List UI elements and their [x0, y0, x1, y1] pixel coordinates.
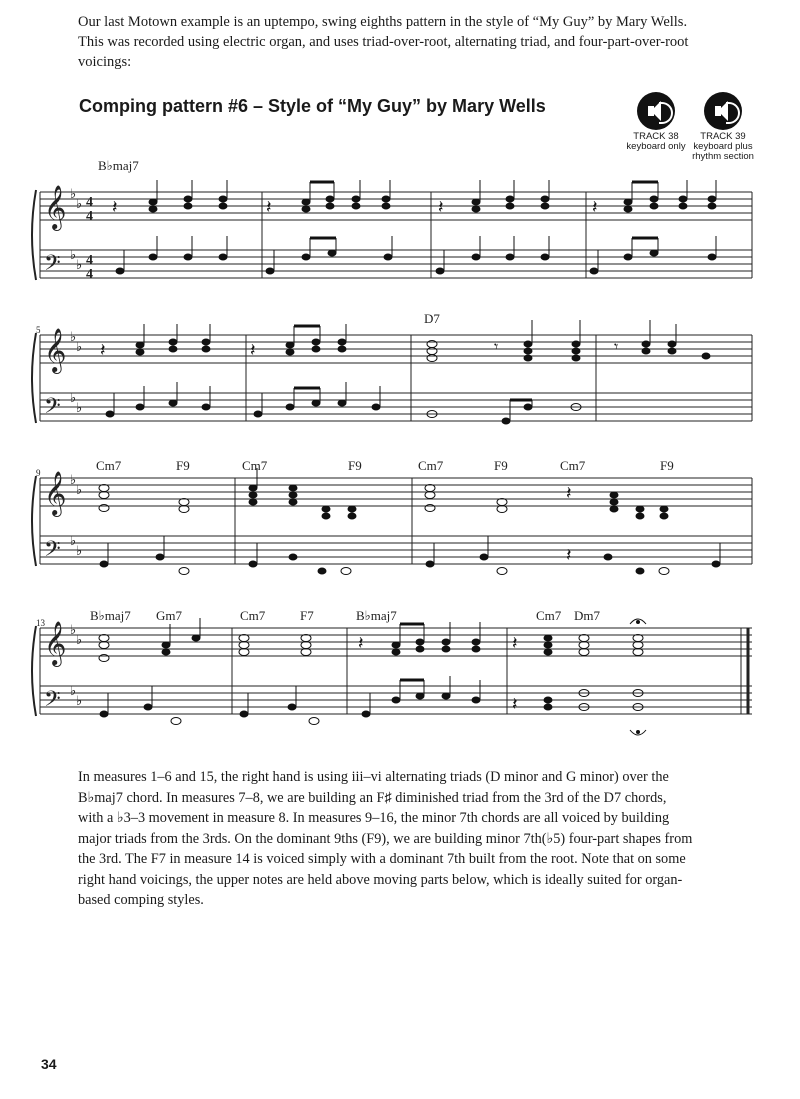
svg-text:♭: ♭ — [70, 473, 77, 488]
chord-symbol: B♭maj7 — [90, 608, 131, 623]
intro-line: Our last Motown example is an uptempo, swing eighths pattern in the style of “My Guy” by Mary Wells. — [78, 14, 688, 30]
svg-text:♭: ♭ — [76, 544, 83, 559]
intro-line: voicings: — [78, 54, 132, 70]
music-score — [0, 150, 800, 770]
svg-text:𝄽: 𝄽 — [100, 340, 106, 360]
notes-system-3 — [99, 468, 720, 575]
svg-text:𝄽: 𝄽 — [592, 197, 598, 217]
svg-text:♭: ♭ — [70, 534, 77, 549]
track-desc: keyboard plus — [693, 141, 753, 152]
svg-text:𝄾: 𝄾 — [494, 339, 499, 356]
svg-text:𝄽: 𝄽 — [512, 633, 518, 653]
track-38-button[interactable] — [621, 92, 691, 152]
chord-symbol: F9 — [176, 458, 190, 473]
body-line: B♭maj7 chord. In measures 7–8, we are building an F♯ diminished triad from the 3rd of the D7 chords, — [78, 789, 667, 806]
chord-symbol: B♭maj7 — [98, 158, 139, 173]
svg-text:♭: ♭ — [76, 483, 83, 498]
chord-symbol: F7 — [300, 608, 314, 623]
system-1 — [32, 190, 752, 280]
track-label: TRACK 39 — [700, 131, 746, 142]
svg-text:𝄢: 𝄢 — [44, 687, 61, 717]
svg-text:4: 4 — [86, 209, 93, 224]
svg-text:𝄞: 𝄞 — [44, 328, 67, 372]
svg-text:𝄞: 𝄞 — [44, 471, 67, 515]
speaker-icon — [704, 92, 742, 130]
measure-number: 5 — [36, 325, 41, 335]
svg-text:♭: ♭ — [76, 258, 83, 273]
chord-symbol: Cm7 — [536, 608, 562, 623]
intro-paragraph — [78, 12, 758, 72]
svg-text:♭: ♭ — [70, 684, 77, 699]
chord-symbol: B♭maj7 — [356, 608, 397, 623]
svg-text:𝄽: 𝄽 — [358, 633, 364, 653]
chord-symbol: Cm7 — [418, 458, 444, 473]
svg-text:𝄽: 𝄽 — [566, 483, 572, 503]
notes-system-4 — [99, 618, 646, 735]
svg-text:♭: ♭ — [76, 694, 83, 709]
chord-symbol: Cm7 — [560, 458, 586, 473]
body-line: based comping styles. — [78, 892, 204, 908]
intro-line: This was recorded using electric organ, and uses triad-over-root, alternating triad, and four-part-over-root — [78, 34, 689, 50]
svg-text:4: 4 — [86, 253, 93, 268]
chord-symbol: Dm7 — [574, 608, 600, 623]
track-label: TRACK 38 — [633, 131, 679, 142]
chord-symbol: F9 — [348, 458, 362, 473]
system-3 — [32, 476, 752, 566]
svg-text:𝄽: 𝄽 — [250, 340, 256, 360]
chord-symbol: F9 — [494, 458, 508, 473]
chord-symbol: D7 — [424, 311, 440, 326]
chord-symbol: Cm7 — [240, 608, 266, 623]
body-line: with a ♭3–3 movement in measure 8. In measures 9–16, the minor 7th chords are all voiced by building — [78, 810, 670, 826]
svg-text:♭: ♭ — [76, 197, 83, 212]
notes-system-1 — [112, 180, 716, 274]
system-4 — [32, 626, 752, 716]
notes-system-2 — [100, 320, 710, 424]
svg-text:𝄢: 𝄢 — [44, 394, 61, 424]
svg-text:𝄽: 𝄽 — [112, 197, 118, 217]
svg-text:𝄞: 𝄞 — [44, 185, 67, 229]
speaker-icon — [637, 92, 675, 130]
measure-number: 9 — [36, 468, 41, 478]
chord-symbol: F9 — [660, 458, 674, 473]
svg-text:𝄞: 𝄞 — [44, 621, 67, 665]
svg-text:4: 4 — [86, 267, 93, 282]
svg-text:𝄢: 𝄢 — [44, 537, 61, 567]
track-desc: keyboard only — [626, 141, 686, 152]
svg-text:♭: ♭ — [76, 401, 83, 416]
svg-text:𝄽: 𝄽 — [566, 545, 572, 565]
svg-text:𝄽: 𝄽 — [438, 197, 444, 217]
svg-text:4: 4 — [86, 195, 93, 210]
page-number: 34 — [41, 1056, 57, 1072]
svg-text:♭: ♭ — [70, 187, 77, 202]
svg-text:♭: ♭ — [76, 340, 83, 355]
svg-text:𝄾: 𝄾 — [614, 339, 619, 356]
chord-symbol: Cm7 — [242, 458, 268, 473]
svg-text:♭: ♭ — [70, 391, 77, 406]
track-desc: rhythm section — [692, 151, 754, 162]
body-line: the 3rd. The F7 in measure 14 is voiced simply with a dominant 7th built from the root. Note that on some — [78, 851, 686, 867]
measure-number: 13 — [36, 618, 45, 628]
explanation-paragraph — [78, 767, 728, 911]
svg-text:♭: ♭ — [70, 330, 77, 345]
body-line: right hand voicings, the upper notes are held above moving parts below, which is ideally suited for organ- — [78, 871, 683, 888]
chord-symbol: Cm7 — [96, 458, 122, 473]
svg-text:♭: ♭ — [70, 248, 77, 263]
svg-text:♭: ♭ — [76, 633, 83, 648]
body-line: major triads from the 3rds. On the dominant 9ths (F9), we are building minor 7th(♭5) four-part shapes from — [78, 830, 693, 847]
section-heading: Comping pattern #6 – Style of “My Guy” by Mary Wells — [79, 96, 546, 116]
body-line: In measures 1–6 and 15, the right hand is using iii–vi alternating triads (D minor and G minor) over the — [78, 769, 669, 785]
svg-text:𝄢: 𝄢 — [44, 251, 61, 281]
svg-text:𝄽: 𝄽 — [266, 197, 272, 217]
chord-symbol: Gm7 — [156, 608, 182, 623]
svg-text:𝄽: 𝄽 — [512, 694, 518, 714]
svg-text:♭: ♭ — [70, 623, 77, 638]
